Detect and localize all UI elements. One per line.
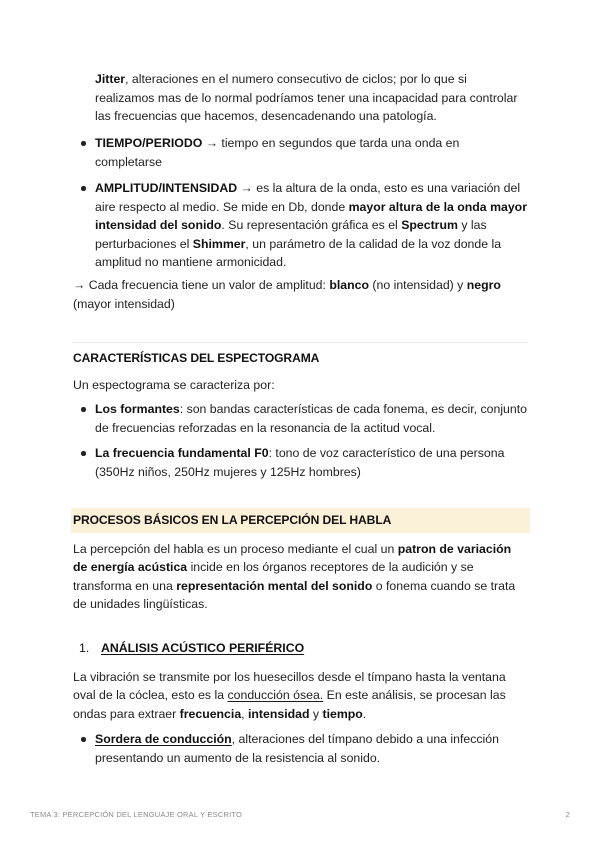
subsection-analisis-acustico <box>73 639 528 767</box>
list-item-term: Los formantes <box>95 402 180 416</box>
paragraph-bold: tiempo <box>322 706 363 721</box>
paragraph-text: . <box>362 706 367 721</box>
bullet-text: . Su representación gráfica es el <box>221 218 402 232</box>
bullet-text: , un parámetro de la calidad de la voz donde la amplitud no mantiene armonicidad. <box>95 236 502 269</box>
paragraph-bold: frecuencia <box>179 706 242 721</box>
bullet-tiempo-periodo <box>73 134 528 171</box>
page-number: 2 <box>565 810 570 819</box>
bullet-text: y las perturbaciones el <box>95 218 487 251</box>
bullet-bold: mayor altura de la onda mayor intensidad del sonido <box>95 199 527 232</box>
list-item-frecuencia-fundamental <box>73 444 528 481</box>
jitter-paragraph <box>95 70 528 126</box>
numbered-heading <box>73 639 528 658</box>
list-item-text: : son bandas características de cada fonema, es decir, conjunto de frecuencias reforzadas en la resonancia de la actitud vocal. <box>95 402 527 435</box>
jitter-text: , alteraciones en el numero consecutivo de ciclos; por lo que si realizamos mas de lo normal podríamos tener una incapacidad para controlar las frecuencias que hacemos, desencadenando una patología. <box>95 72 518 123</box>
heading-title: ANÁLISIS ACÚSTICO PERIFÉRICO <box>101 641 305 655</box>
bullet-bold: Spectrum <box>401 218 458 232</box>
section-heading: CARACTERÍSTICAS DEL ESPECTOGRAMA <box>73 351 320 365</box>
bullet-term: AMPLITUD/INTENSIDAD <box>95 181 238 195</box>
paragraph-text: y <box>309 706 323 721</box>
paragraph-text: La vibración se transmite por los huesecillos desde el tímpano hasta la ventana oval de la cóclea, esto es la <box>73 669 506 702</box>
list-item-term: La frecuencia fundamental F0 <box>95 446 269 460</box>
amplitude-note <box>73 276 528 313</box>
footer-title: TEMA 3: PERCEPCIÓN DEL LENGUAJE ORAL Y ESCRITO <box>30 810 243 819</box>
bullet-term: TIEMPO/PERIODO <box>95 136 203 150</box>
bullet-text: → es la altura de la onda, esto es una variación del aire respecto al medio. Se mide en Db, donde <box>95 181 521 214</box>
section-espectograma <box>73 349 528 481</box>
paragraph-bold: intensidad <box>248 706 310 721</box>
bullet-text: → tiempo en segundos que tarda una onda en completarse <box>95 136 460 169</box>
section-procesos-basicos <box>73 508 528 614</box>
note-text: → Cada frecuencia tiene un valor de amplitud: <box>73 278 330 292</box>
list-item-text: : tono de voz característico de una persona (350Hz niños, 250Hz mujeres y 125Hz hombres) <box>95 446 505 479</box>
subsection-paragraph <box>73 668 528 724</box>
note-bold: negro <box>466 278 501 292</box>
bullet-bold: Shimmer <box>192 236 246 251</box>
section-paragraph <box>73 540 528 614</box>
note-text: (no intensidad) y <box>368 278 467 292</box>
heading-number: 1. <box>79 641 90 655</box>
section-intro: Un espectograma se caracteriza por: <box>73 377 275 392</box>
section-divider <box>73 342 528 343</box>
paragraph-bold: patron de variación de energía acústica <box>73 541 512 574</box>
wave-properties-list <box>73 134 528 272</box>
list-item-formantes <box>73 400 528 437</box>
list-item-text: , alteraciones del tímpano debido a una infección presentando un aumento de la resistencia al sonido. <box>95 732 499 765</box>
highlighted-heading: PROCESOS BÁSICOS EN LA PERCEPCIÓN DEL HABLA <box>71 508 530 533</box>
paragraph-text: , <box>241 706 248 721</box>
paragraph-text: incide en los órganos receptores de la audición y se transforma en una <box>73 560 474 593</box>
paragraph-bold: representación mental del sonido <box>176 578 373 593</box>
paragraph-text: En este análisis, se procesan las ondas para extraer <box>73 688 506 721</box>
paragraph-underlined: conducción ósea. <box>227 688 324 702</box>
paragraph-text: La percepción del habla es un proceso mediante el cual un <box>73 541 398 556</box>
note-text: (mayor intensidad) <box>73 296 175 311</box>
bullet-amplitud-intensidad <box>73 179 528 272</box>
jitter-term: Jitter <box>95 72 126 86</box>
list-item-sordera <box>73 730 528 767</box>
paragraph-text: o fonema cuando se trata de unidades lingüísticas. <box>73 578 516 611</box>
list-item-term: Sordera de conducción <box>95 732 232 746</box>
note-bold: blanco <box>329 278 369 292</box>
